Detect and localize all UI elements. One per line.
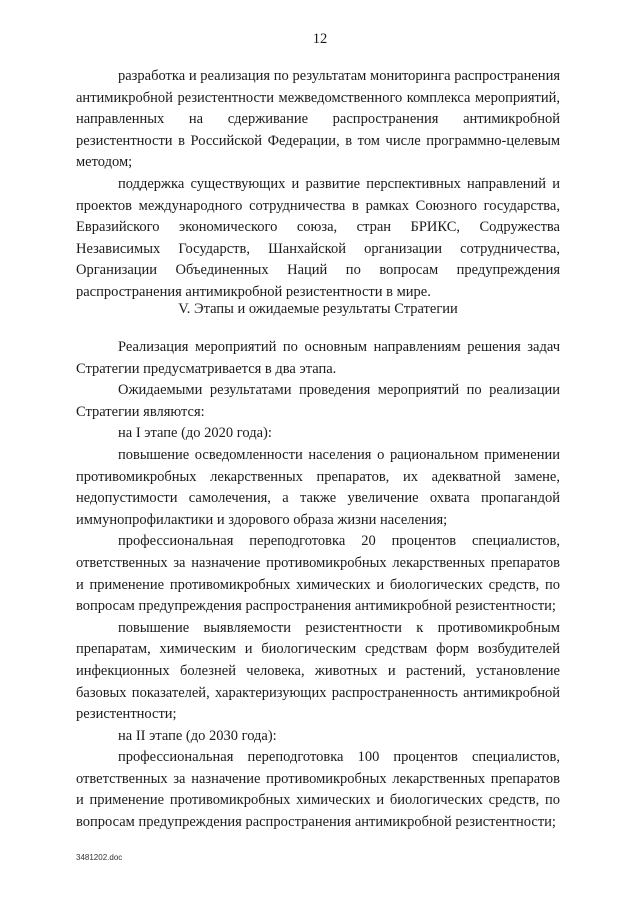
paragraph-7: повышение выявляемости резистентности к противомикробным препаратам, химическим и биологическим средствам форм возбудителей инфекционных болезней человека, животных и растений, установление базовых показателей, характеризующих распространенность антимикробной резистентности;	[76, 619, 560, 723]
section-1-text	[76, 66, 560, 304]
paragraph-3: Реализация мероприятий по основным направлениям решения задач Стратегии предусматривается в два этапа.	[76, 339, 560, 377]
paragraph-6: профессиональная переподготовка 20 процентов специалистов, ответственных за назначение противомикробных лекарственных препаратов и применение противомикробных химических и биологических средств, по вопросам предупреждения распространения антимикробной резистентности;	[76, 533, 560, 615]
paragraph-2: поддержка существующих и развитие перспективных направлений и проектов международного сотрудничества в рамках Союзного государства, Евразийского экономического союза, стран БРИКС, Содружества Независимых Государств, Шанхайской организации сотрудничества, Организации Объединенных Наций по вопросам предупреждения распространения антимикробной резистентности в мире.	[76, 175, 560, 300]
page-number: 12	[312, 31, 328, 47]
paragraph-1: разработка и реализация по результатам мониторинга распространения антимикробной резистентности межведомственного комплекса мероприятий, направленных на сдерживание распространения антимикробной резистентности в Российской Федерации, в том числе программно-целевым методом;	[76, 68, 560, 171]
section-heading: V. Этапы и ожидаемые результаты Стратегии	[178, 301, 458, 317]
paragraph-stage-2: на II этапе (до 2030 года):	[118, 727, 277, 744]
footer-doc-id: 3481202.doc	[76, 853, 123, 862]
section-2-text	[76, 337, 560, 834]
paragraph-8: профессиональная переподготовка 100 процентов специалистов, ответственных за назначение противомикробных лекарственных препаратов и применение противомикробных химических и биологических средств, по вопросам предупреждения распространения антимикробной резистентности;	[76, 749, 560, 831]
paragraph-stage-1: на I этапе (до 2020 года):	[118, 425, 272, 442]
paragraph-5: повышение осведомленности населения о рациональном применении противомикробных лекарственных препаратов, их адекватной замене, недопустимости самолечения, а также увеличение охвата пропагандой иммунопрофилактики и здорового образа жизни населения;	[76, 446, 560, 528]
paragraph-4: Ожидаемыми результатами проведения мероприятий по реализации Стратегии являются:	[76, 382, 560, 420]
